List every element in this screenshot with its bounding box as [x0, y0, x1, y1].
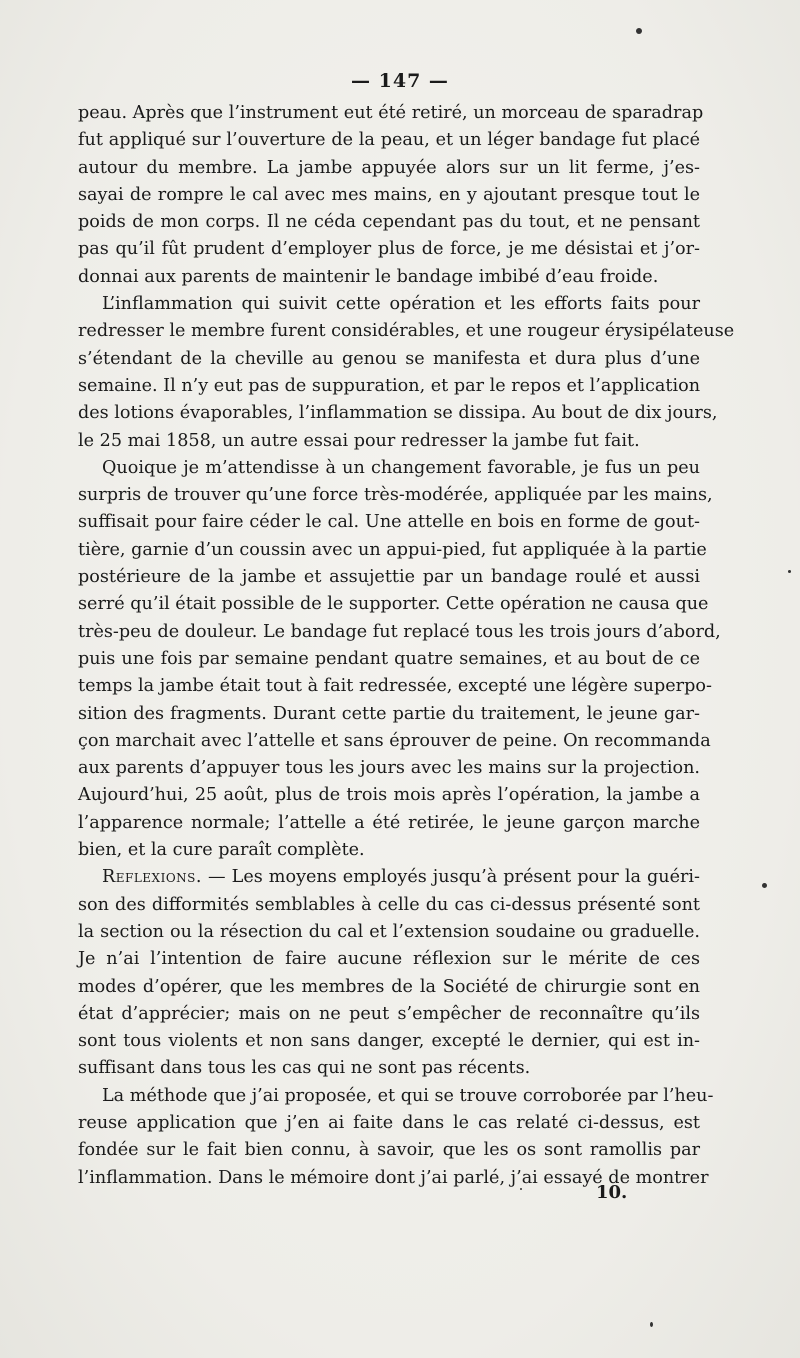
paragraph-1 [78, 100, 704, 291]
paragraph-3 [78, 455, 721, 864]
text-line: Je n’ai l’intention de faire aucune réflexion sur le mérite de ces [78, 949, 700, 970]
text-line: Quoique je m’attendisse à un changement favorable, je fus un peu [102, 457, 700, 478]
text-line: des lotions évaporables, l’inflammation se dissipa. Au bout de dix jours, [78, 403, 718, 424]
text-line [78, 864, 700, 891]
text-line: serré qu’il était possible de le supporter. Cette opération ne causa que [78, 594, 709, 615]
text-line: sayai de rompre le cal avec mes mains, en y ajoutant presque tout le [78, 184, 700, 205]
text-line: aux parents d’appuyer tous les jours avec les mains sur la projection. [78, 758, 700, 779]
paragraph-4 [78, 864, 700, 1082]
paragraph-5 [78, 1083, 714, 1192]
signature-mark: 10. [596, 1182, 628, 1203]
text-line: poids de mon corps. Il ne céda cependant pas du tout, et ne pensant [78, 212, 700, 233]
text-line: sont tous violents et non sans danger, excepté le dernier, qui est in- [78, 1031, 700, 1052]
text-line: autour du membre. La jambe appuyée alors sur un lit ferme, j’es- [78, 157, 700, 178]
scan-speck [650, 1322, 653, 1327]
text-line: postérieure de la jambe et assujettie par un bandage roulé et aussi [78, 567, 700, 588]
text-line: Aujourd’hui, 25 août, plus de trois mois après l’opération, la jambe a [78, 785, 700, 806]
text-line: pas qu’il fût prudent d’employer plus de force, je me désistai et j’or- [78, 239, 700, 260]
text-line: son des difformités semblables à celle du cas ci-dessus présenté sont [78, 894, 700, 915]
text-line: fondée sur le fait bien connu, à savoir, que les os sont ramollis par [78, 1140, 700, 1161]
text-line: l’inflammation. Dans le mémoire dont j’ai parlé, j’ai essayé de montrer [78, 1167, 709, 1188]
text-line: reuse application que j’en ai faite dans le cas relaté ci-dessus, est [78, 1112, 700, 1133]
paragraph-2 [78, 291, 735, 455]
text-line: très-peu de douleur. Le bandage fut replacé tous les trois jours d’abord, [78, 621, 721, 642]
text-line: puis une fois par semaine pendant quatre semaines, et au bout de ce [78, 648, 700, 669]
scan-speck [636, 28, 642, 34]
section-heading: Reflexions. [102, 867, 202, 888]
text-line: modes d’opérer, que les membres de la Société de chirurgie sont en [78, 976, 700, 997]
text-line: redresser le membre furent considérables, et une rougeur érysipélateuse [78, 321, 735, 342]
text-line: la section ou la résection du cal et l’extension soudaine ou graduelle. [78, 921, 700, 942]
text-line: fut appliqué sur l’ouverture de la peau, et un léger bandage fut placé [78, 130, 700, 151]
text-line: La méthode que j’ai proposée, et qui se trouve corroborée par l’heu- [102, 1085, 714, 1106]
text-line: s’étendant de la cheville au genou se manifesta et dura plus d’une [78, 348, 700, 369]
text-line: suffisait pour faire céder le cal. Une attelle en bois en forme de gout- [78, 512, 700, 533]
text-line: bien, et la cure paraît complète. [78, 840, 365, 861]
text-fragment: — Les moyens employés jusqu’à présent pour la guéri- [202, 867, 700, 888]
text-line: L’inflammation qui suivit cette opération et les efforts faits pour [102, 294, 700, 315]
text-line: état d’apprécier; mais on ne peut s’empêcher de reconnaître qu’ils [78, 1003, 700, 1024]
text-line: temps la jambe était tout à fait redressée, excepté une légère superpo- [78, 676, 712, 697]
text-line: çon marchait avec l’attelle et sans éprouver de peine. On recommanda [78, 730, 711, 751]
text-line: semaine. Il n’y eut pas de suppuration, et par le repos et l’application [78, 375, 701, 396]
text-line: donnai aux parents de maintenir le bandage imbibé d’eau froide. [78, 266, 659, 287]
text-line: le 25 mai 1858, un autre essai pour redresser la jambe fut fait. [78, 430, 640, 451]
text-line: peau. Après que l’instrument eut été retiré, un morceau de sparadrap [78, 103, 704, 123]
text-line: tière, garnie d’un coussin avec un appui-pied, fut appliquée à la partie [78, 539, 707, 560]
text-line: suffisant dans tous les cas qui ne sont pas récents. [78, 1058, 531, 1079]
body-text [78, 100, 735, 1192]
scan-speck [788, 570, 791, 573]
scan-speck [520, 1188, 522, 1190]
text-line: l’apparence normale; l’attelle a été retirée, le jeune garçon marche [78, 812, 700, 833]
scan-speck [762, 883, 767, 888]
page-number: — 147 — [351, 70, 449, 92]
text-line: surpris de trouver qu’une force très-modérée, appliquée par les mains, [78, 485, 713, 506]
text-line: sition des fragments. Durant cette partie du traitement, le jeune gar- [78, 703, 700, 724]
